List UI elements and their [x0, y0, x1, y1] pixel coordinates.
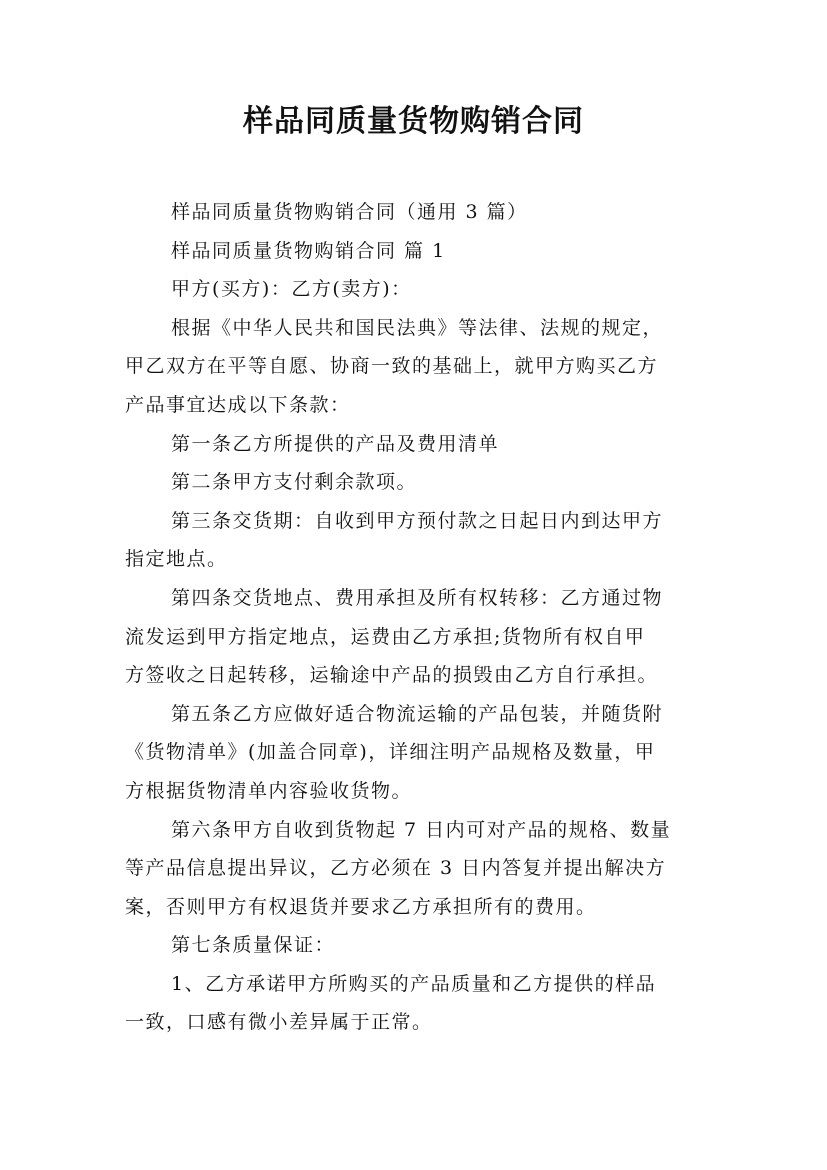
text-line: 案，否则甲方有权退货并要求乙方承担所有的费用。	[125, 895, 597, 918]
text-line: 一致，口感有微小差异属于正常。	[125, 1011, 433, 1034]
document-body	[125, 193, 715, 1042]
text-line: 1、乙方承诺甲方所购买的产品质量和乙方提供的样品	[171, 972, 657, 995]
text-line: 甲方(买方)：乙方(卖方)：	[171, 278, 412, 301]
text-line: 方签收之日起转移，运输途中产品的损毁由乙方自行承担。	[125, 664, 659, 687]
text-line: 第五条乙方应做好适合物流运输的产品包装，并随货附	[171, 702, 664, 725]
text-line: 等产品信息提出异议，乙方必须在 3 日内答复并提出解决方	[125, 857, 667, 880]
text-line: 方根据货物清单内容验收货物。	[125, 779, 413, 802]
text-line: 第七条质量保证：	[171, 934, 336, 957]
text-line: 样品同质量货物购销合同 篇 1	[171, 239, 446, 262]
text-line: 《货物清单》(加盖合同章)，详细注明产品规格及数量，甲	[125, 741, 656, 764]
document-title: 样品同质量货物购销合同	[243, 104, 584, 139]
text-line: 甲乙双方在平等自愿、协商一致的基础上，就甲方购买乙方	[125, 355, 659, 378]
text-line: 第二条甲方支付剩余款项。	[171, 471, 418, 494]
text-line: 根据《中华人民共和国民法典》等法律、法规的规定，	[171, 316, 664, 339]
text-line: 第三条交货期：自收到甲方预付款之日起日内到达甲方	[171, 509, 664, 532]
text-line: 产品事宜达成以下条款：	[125, 393, 351, 416]
text-line: 流发运到甲方指定地点，运费由乙方承担;货物所有权自甲	[125, 625, 646, 648]
text-line: 样品同质量货物购销合同（通用 3 篇）	[171, 201, 528, 223]
text-line: 指定地点。	[125, 548, 228, 571]
text-line: 第一条乙方所提供的产品及费用清单	[171, 432, 500, 455]
text-line: 第四条交货地点、费用承担及所有权转移：乙方通过物	[171, 586, 664, 609]
text-line: 第六条甲方自收到货物起 7 日内可对产品的规格、数量	[171, 818, 672, 841]
